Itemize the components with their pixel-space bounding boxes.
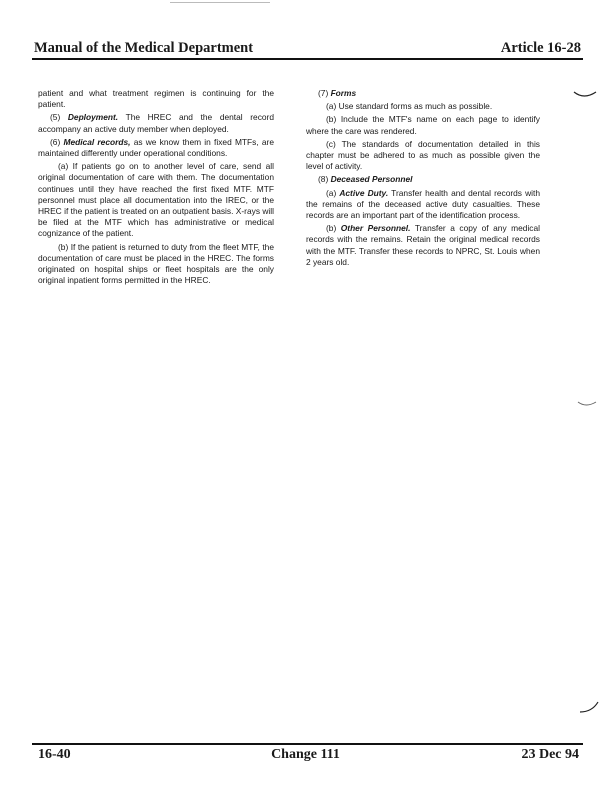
paragraph-forms-b: (b) Include the MTF's name on each page to identify where the care was rendered.	[306, 114, 540, 136]
item-heading: Other Personnel.	[340, 223, 411, 234]
running-header-article: Article 16-28	[500, 40, 581, 56]
item-number: (7)	[318, 88, 331, 98]
item-heading: Active Duty.	[339, 187, 389, 198]
page-number: 16-40	[38, 747, 71, 762]
item-heading: Deployment.	[67, 112, 119, 123]
footer-rule	[32, 743, 583, 745]
paragraph-continuation: patient and what treatment regimen is continuing for the patient.	[38, 88, 274, 110]
item-number: (6)	[50, 136, 64, 147]
item-text: Transfer health and dental records with the remains of the deceased active duty casualties. These records are an important part of the identification process.	[306, 187, 540, 221]
binding-mark	[578, 700, 600, 716]
item-number: (a)	[326, 187, 340, 198]
binding-mark	[576, 398, 598, 410]
item-text: The HREC and the dental record accompany an active duty member when deployed.	[38, 112, 274, 134]
item-number: (8)	[318, 174, 331, 185]
change-number: Change 111	[271, 747, 340, 762]
header-rule	[32, 58, 583, 60]
item-heading: Forms	[330, 88, 357, 98]
publication-date: 23 Dec 94	[521, 747, 579, 762]
section-heading-forms	[306, 88, 540, 99]
item-number: (b)	[326, 223, 341, 234]
item-heading: Medical records,	[63, 136, 131, 147]
paragraph-subitem-b: (b) If the patient is returned to duty from the fleet MTF, the documentation of care must be placed in the HREC. The forms originated on hospital ships or fleet hospitals are the only original inpatient forms permitted in the HREC.	[38, 241, 274, 286]
paragraph-medical-records	[38, 137, 274, 159]
binding-mark	[572, 88, 598, 102]
paragraph-active-duty	[306, 188, 540, 222]
running-header-title: Manual of the Medical Department	[34, 40, 254, 56]
item-text: Transfer a copy of any medical records with the remains. Retain the original medical records with the MTF. Transfer these records to NPRC, St. Louis when 2 years old.	[306, 223, 541, 267]
section-heading-deceased	[306, 174, 540, 185]
item-text: as we know them in fixed MTFs, are maintained differently under operational conditions.	[38, 136, 275, 159]
paragraph-forms-c: (c) The standards of documentation detailed in this chapter must be adhered to as much as possible given the level of activity.	[306, 138, 540, 172]
scan-artifact-line	[170, 2, 270, 3]
paragraph-subitem-a: (a) If patients go on to another level of care, send all original documentation of care with them. The documentation continues until they have reached the first fixed MTF. MTF personnel must place all documentation into the IREC, or the HREC if the patient is treated on an outpatient basis. X-rays will be filed at the MTF which has administrative or medical cognizance of the patient.	[38, 161, 274, 239]
left-column	[38, 88, 274, 288]
item-heading: Deceased Personnel	[330, 174, 413, 185]
right-column	[306, 88, 540, 270]
item-number: (5)	[50, 112, 68, 123]
paragraph-forms-a: (a) Use standard forms as much as possible.	[326, 101, 493, 112]
paragraph-other-personnel	[306, 223, 540, 268]
paragraph-deployment	[38, 112, 274, 134]
